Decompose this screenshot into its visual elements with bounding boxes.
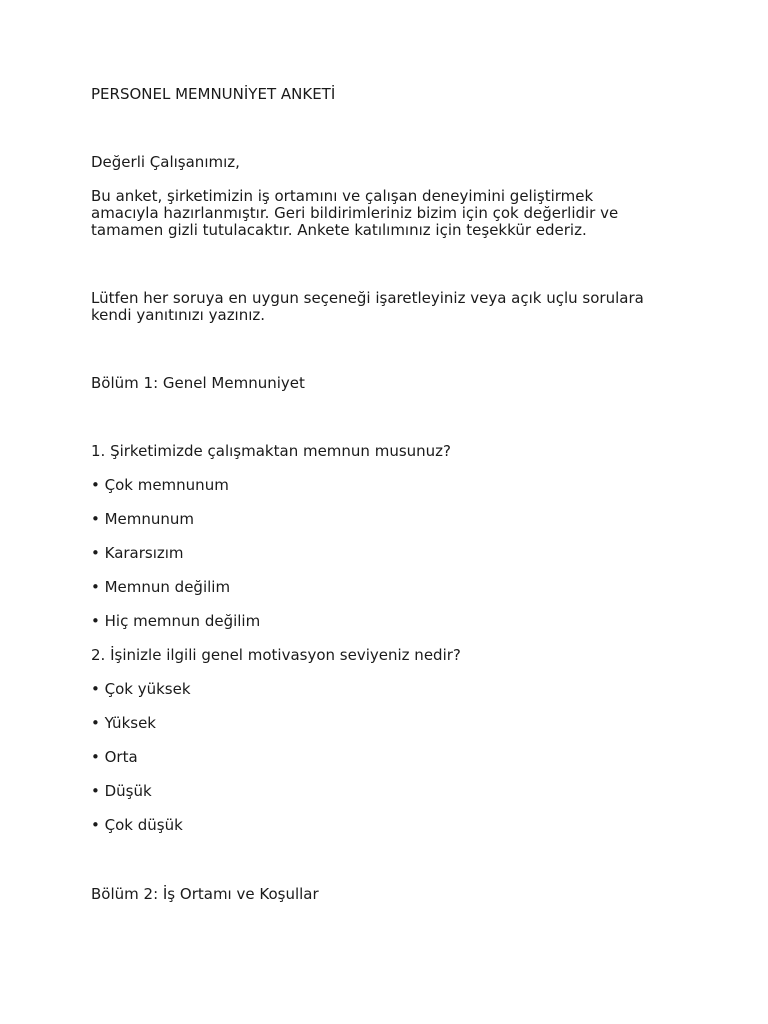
question-2-option: • Çok yüksek (91, 680, 191, 698)
document-title: PERSONEL MEMNUNİYET ANKETİ (91, 85, 336, 103)
question-2-option: • Orta (91, 748, 138, 766)
instructions-line-2: kendi yanıtınızı yazınız. (91, 306, 266, 324)
question-1-option: • Memnun değilim (91, 578, 231, 596)
question-2-option: • Düşük (91, 782, 152, 800)
question-1: 1. Şirketimizde çalışmaktan memnun musunuz? (91, 442, 451, 460)
question-1-option: • Çok memnunum (91, 476, 229, 494)
intro-line-2: amacıyla hazırlanmıştır. Geri bildirimleriniz bizim için çok değerlidir ve (91, 204, 619, 222)
question-1-option: • Memnunum (91, 510, 195, 528)
intro-line-3: tamamen gizli tutulacaktır. Ankete katılımınız için teşekkür ederiz. (91, 221, 587, 239)
question-1-option: • Hiç memnun değilim (91, 612, 261, 630)
question-2: 2. İşinizle ilgili genel motivasyon seviyeniz nedir? (91, 646, 461, 664)
question-2-option: • Yüksek (91, 714, 156, 732)
intro-line-1: Bu anket, şirketimizin iş ortamını ve çalışan deneyimini geliştirmek (91, 187, 594, 205)
section-heading-2: Bölüm 2: İş Ortamı ve Koşullar (91, 885, 319, 903)
question-2-option: • Çok düşük (91, 816, 183, 834)
question-1-option: • Kararsızım (91, 544, 184, 562)
section-heading-1: Bölüm 1: Genel Memnuniyet (91, 374, 305, 392)
greeting: Değerli Çalışanımız, (91, 153, 240, 171)
instructions-line-1: Lütfen her soruya en uygun seçeneği işaretleyiniz veya açık uçlu sorulara (91, 289, 644, 307)
